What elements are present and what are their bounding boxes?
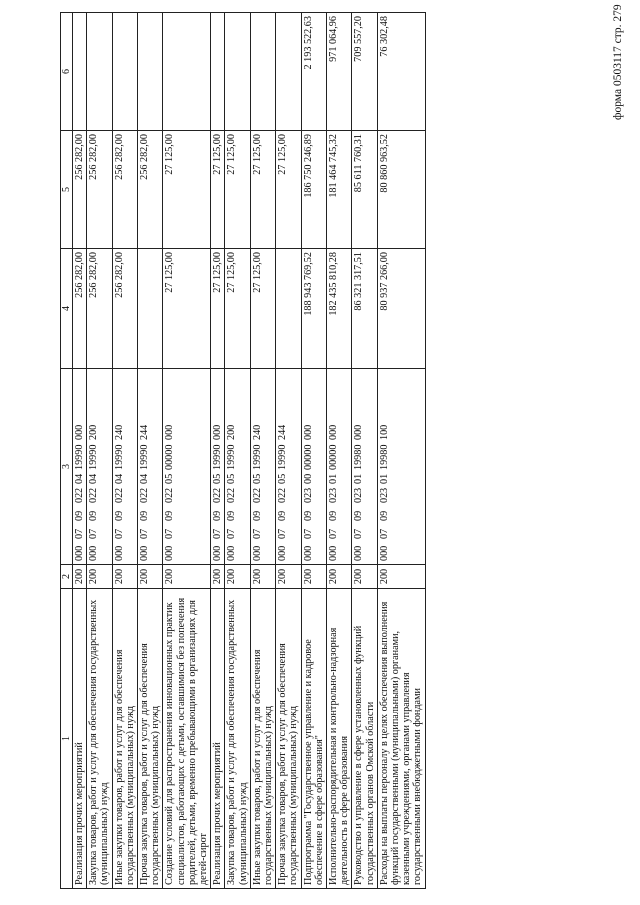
- kbk-part: 00000: [328, 444, 340, 470]
- kbk-part: 07: [212, 528, 224, 539]
- row-executed: 27 125,00: [276, 131, 301, 249]
- column-number: 6: [61, 13, 73, 131]
- kbk-part: 244: [277, 424, 289, 440]
- row-name: Расходы на выплаты персоналу в целях обеспечения выполнения функций государственными (муниципальными) органами, казенными учреждениями, органами управления государственными внебюджетными фондами: [377, 589, 425, 889]
- row-unexecuted: 709 557,20: [352, 13, 377, 131]
- kbk-part: 09: [74, 510, 85, 521]
- kbk-part: 09: [113, 510, 125, 521]
- kbk-part: 000: [164, 424, 176, 440]
- kbk-part: 000: [302, 545, 314, 561]
- row-name: Реализация прочих мероприятий: [73, 589, 87, 889]
- row-name: Создание условий для распространения инновационных практик специалистов, работающих с детьми, оставшимися без попечения родителей, детьми, временно пребывающими в организациях для детей-сирот: [163, 589, 211, 889]
- kbk-part: 09: [139, 510, 151, 521]
- kbk-part: 000: [212, 545, 224, 561]
- kbk-part: 2: [139, 487, 151, 493]
- table-row: [87, 13, 112, 889]
- kbk-part: 2: [212, 487, 224, 493]
- kbk-part: 05: [226, 473, 238, 484]
- table-row: [301, 13, 326, 889]
- row-budget-classification: [73, 369, 87, 565]
- kbk-part: 000: [212, 424, 224, 440]
- kbk-part: 19980: [378, 444, 390, 470]
- kbk-part: 000: [251, 545, 263, 561]
- table-row: [327, 13, 352, 889]
- row-code: 200: [327, 565, 352, 589]
- column-number: 2: [61, 565, 73, 589]
- kbk-part: 19990: [74, 444, 85, 470]
- kbk-part: 07: [251, 528, 263, 539]
- row-budget-classification: [352, 369, 377, 565]
- kbk-part: 09: [226, 510, 238, 521]
- row-code: 200: [87, 565, 112, 589]
- row-name: Подпрограмма "Государственное управление и кадровое обеспечение в сфере образования": [301, 589, 326, 889]
- kbk-part: 07: [353, 528, 365, 539]
- kbk-part: 02: [328, 492, 340, 503]
- row-budget-classification: [327, 369, 352, 565]
- kbk-part: 02: [353, 492, 365, 503]
- table-row: [250, 13, 275, 889]
- report-table: [60, 12, 426, 889]
- kbk-part: 05: [277, 473, 289, 484]
- row-code: 200: [112, 565, 137, 589]
- kbk-part: 2: [113, 487, 125, 493]
- kbk-part: 04: [88, 473, 100, 484]
- kbk-part: 000: [139, 545, 151, 561]
- row-unexecuted: [163, 13, 211, 131]
- kbk-part: 09: [353, 510, 365, 521]
- kbk-part: 200: [88, 424, 100, 440]
- kbk-part: 05: [251, 473, 263, 484]
- kbk-part: 07: [88, 528, 100, 539]
- kbk-part: 2: [251, 487, 263, 493]
- kbk-part: 2: [164, 487, 176, 493]
- table-row: [163, 13, 211, 889]
- kbk-part: 19990: [212, 444, 224, 470]
- kbk-part: 000: [88, 545, 100, 561]
- row-executed: 85 611 760,31: [352, 131, 377, 249]
- row-budget-classification: [163, 369, 211, 565]
- row-unexecuted: 971 064,96: [327, 13, 352, 131]
- table-row: [211, 13, 225, 889]
- kbk-part: 02: [212, 492, 224, 503]
- row-approved: 188 943 769,52: [301, 249, 326, 369]
- kbk-part: 05: [212, 473, 224, 484]
- row-approved: 27 125,00: [163, 249, 211, 369]
- row-approved: 86 321 317,51: [352, 249, 377, 369]
- kbk-part: 000: [353, 424, 365, 440]
- kbk-part: 19990: [88, 444, 100, 470]
- row-name: Иные закупки товаров, работ и услуг для обеспечения государственных (муниципальных) нужд: [112, 589, 137, 889]
- row-executed: 186 750 246,89: [301, 131, 326, 249]
- kbk-part: 09: [251, 510, 263, 521]
- row-approved: 27 125,00: [225, 249, 250, 369]
- row-approved: [276, 249, 301, 369]
- kbk-part: 2: [277, 487, 289, 493]
- row-budget-classification: [301, 369, 326, 565]
- row-budget-classification: [87, 369, 112, 565]
- row-executed: 256 282,00: [73, 131, 87, 249]
- kbk-part: 07: [139, 528, 151, 539]
- kbk-part: 19990: [113, 444, 125, 470]
- row-unexecuted: [250, 13, 275, 131]
- row-code: 200: [211, 565, 225, 589]
- kbk-part: 000: [113, 545, 125, 561]
- kbk-part: 07: [328, 528, 340, 539]
- kbk-part: 000: [226, 545, 238, 561]
- kbk-part: 02: [226, 492, 238, 503]
- row-budget-classification: [211, 369, 225, 565]
- row-code: 200: [352, 565, 377, 589]
- kbk-part: 09: [378, 510, 390, 521]
- kbk-part: 02: [164, 492, 176, 503]
- kbk-part: 02: [88, 492, 100, 503]
- kbk-part: 00: [302, 473, 314, 484]
- kbk-part: 000: [164, 545, 176, 561]
- row-code: 200: [73, 565, 87, 589]
- kbk-part: 02: [378, 492, 390, 503]
- row-name: Реализация прочих мероприятий: [211, 589, 225, 889]
- row-budget-classification: [250, 369, 275, 565]
- row-name: Исполнительно-распорядительная и контрольно-надзорная деятельность в сфере образования: [327, 589, 352, 889]
- kbk-part: 2: [88, 487, 100, 493]
- row-name: Руководство и управление в сфере установленных функций государственных органов Омской области: [352, 589, 377, 889]
- kbk-part: 01: [353, 473, 365, 484]
- row-approved: [138, 249, 163, 369]
- kbk-part: 000: [277, 545, 289, 561]
- row-code: 200: [225, 565, 250, 589]
- row-executed: 27 125,00: [225, 131, 250, 249]
- row-unexecuted: [138, 13, 163, 131]
- row-name: Прочая закупка товаров, работ и услуг для обеспечения государственных (муниципальных) нужд: [138, 589, 163, 889]
- table-row: [352, 13, 377, 889]
- kbk-part: 09: [88, 510, 100, 521]
- table-row: [73, 13, 87, 889]
- kbk-part: 07: [113, 528, 125, 539]
- row-executed: 27 125,00: [211, 131, 225, 249]
- row-executed: 256 282,00: [138, 131, 163, 249]
- table-row: [225, 13, 250, 889]
- row-unexecuted: [225, 13, 250, 131]
- kbk-part: 09: [328, 510, 340, 521]
- row-executed: 27 125,00: [163, 131, 211, 249]
- row-code: 200: [138, 565, 163, 589]
- kbk-part: 000: [328, 545, 340, 561]
- table-row: [276, 13, 301, 889]
- row-executed: 181 464 745,32: [327, 131, 352, 249]
- row-approved: 256 282,00: [73, 249, 87, 369]
- kbk-part: 3: [353, 487, 365, 493]
- row-approved: 27 125,00: [250, 249, 275, 369]
- row-budget-classification: [138, 369, 163, 565]
- kbk-part: 07: [378, 528, 390, 539]
- kbk-part: 000: [74, 424, 85, 440]
- kbk-part: 000: [74, 545, 85, 561]
- row-approved: 256 282,00: [87, 249, 112, 369]
- kbk-part: 3: [328, 487, 340, 493]
- table-row: [138, 13, 163, 889]
- row-executed: 256 282,00: [112, 131, 137, 249]
- column-number: 1: [61, 589, 73, 889]
- kbk-part: 01: [378, 473, 390, 484]
- kbk-part: 000: [378, 545, 390, 561]
- table-row: [112, 13, 137, 889]
- row-budget-classification: [225, 369, 250, 565]
- kbk-part: 100: [378, 424, 390, 440]
- kbk-part: 09: [302, 510, 314, 521]
- kbk-part: 04: [139, 473, 151, 484]
- kbk-part: 2: [226, 487, 238, 493]
- kbk-part: 07: [164, 528, 176, 539]
- kbk-part: 240: [113, 424, 125, 440]
- row-code: 200: [276, 565, 301, 589]
- row-code: 200: [301, 565, 326, 589]
- row-name: Иные закупки товаров, работ и услуг для обеспечения государственных (муниципальных) нужд: [250, 589, 275, 889]
- kbk-part: 3: [302, 487, 314, 493]
- row-unexecuted: [87, 13, 112, 131]
- kbk-part: 07: [302, 528, 314, 539]
- row-budget-classification: [276, 369, 301, 565]
- kbk-part: 02: [139, 492, 151, 503]
- kbk-part: 19990: [277, 444, 289, 470]
- row-executed: 256 282,00: [87, 131, 112, 249]
- column-number: 4: [61, 249, 73, 369]
- column-number: 3: [61, 369, 73, 565]
- table-row: [377, 13, 425, 889]
- row-unexecuted: [73, 13, 87, 131]
- row-code: 200: [163, 565, 211, 589]
- kbk-part: 19990: [226, 444, 238, 470]
- kbk-part: 240: [251, 424, 263, 440]
- kbk-part: 09: [212, 510, 224, 521]
- kbk-part: 02: [302, 492, 314, 503]
- column-number: 5: [61, 131, 73, 249]
- row-unexecuted: 2 193 522,63: [301, 13, 326, 131]
- kbk-part: 02: [113, 492, 125, 503]
- row-unexecuted: [276, 13, 301, 131]
- kbk-part: 02: [277, 492, 289, 503]
- row-code: 200: [377, 565, 425, 589]
- kbk-part: 3: [378, 487, 390, 493]
- row-executed: 27 125,00: [250, 131, 275, 249]
- row-name: Закупка товаров, работ и услуг для обеспечения государственных (муниципальных) нужд: [87, 589, 112, 889]
- kbk-part: 02: [251, 492, 263, 503]
- kbk-part: 09: [164, 510, 176, 521]
- kbk-part: 04: [74, 473, 85, 484]
- kbk-part: 01: [328, 473, 340, 484]
- row-approved: 27 125,00: [211, 249, 225, 369]
- kbk-part: 07: [74, 528, 85, 539]
- kbk-part: 00000: [164, 444, 176, 470]
- kbk-part: 000: [328, 424, 340, 440]
- kbk-part: 000: [353, 545, 365, 561]
- kbk-part: 07: [226, 528, 238, 539]
- kbk-part: 19990: [139, 444, 151, 470]
- row-code: 200: [250, 565, 275, 589]
- row-executed: 80 860 963,52: [377, 131, 425, 249]
- row-approved: 80 937 266,00: [377, 249, 425, 369]
- kbk-part: 05: [164, 473, 176, 484]
- kbk-part: 200: [226, 424, 238, 440]
- row-approved: 182 435 810,28: [327, 249, 352, 369]
- column-number-row: [61, 13, 73, 889]
- kbk-part: 00000: [302, 444, 314, 470]
- kbk-part: 2: [74, 487, 85, 493]
- row-name: Прочая закупка товаров, работ и услуг для обеспечения государственных (муниципальных) нужд: [276, 589, 301, 889]
- kbk-part: 07: [277, 528, 289, 539]
- kbk-part: 19980: [353, 444, 365, 470]
- kbk-part: 000: [302, 424, 314, 440]
- form-label: форма 0503117 стр. 279: [612, 4, 624, 120]
- kbk-part: 19990: [251, 444, 263, 470]
- kbk-part: 09: [277, 510, 289, 521]
- kbk-part: 244: [139, 424, 151, 440]
- row-unexecuted: 76 302,48: [377, 13, 425, 131]
- row-budget-classification: [112, 369, 137, 565]
- row-approved: 256 282,00: [112, 249, 137, 369]
- kbk-part: 04: [113, 473, 125, 484]
- row-name: Закупка товаров, работ и услуг для обеспечения государственных (муниципальных) нужд: [225, 589, 250, 889]
- row-unexecuted: [112, 13, 137, 131]
- row-unexecuted: [211, 13, 225, 131]
- kbk-part: 02: [74, 492, 85, 503]
- row-budget-classification: [377, 369, 425, 565]
